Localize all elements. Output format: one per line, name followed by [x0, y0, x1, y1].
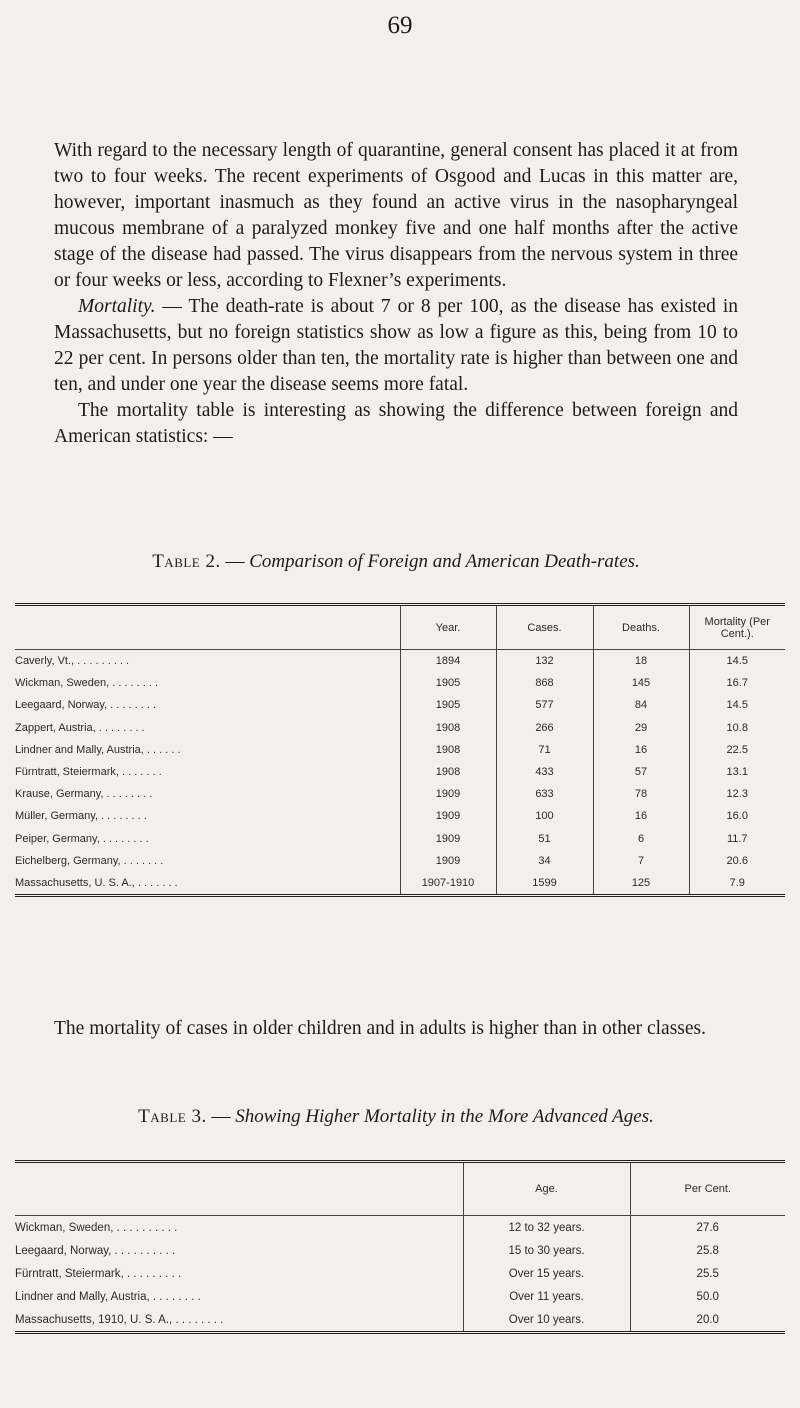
mortality-heading: Mortality.	[78, 296, 156, 317]
table2	[15, 603, 785, 897]
row-percent: 20.0	[630, 1308, 785, 1333]
table2-header-year: Year.	[400, 605, 496, 650]
row-year: 1907-1910	[400, 872, 496, 896]
row-place: Eichelberg, Germany, . . . . . . .	[15, 854, 164, 867]
row-deaths: 6	[593, 828, 689, 850]
table-row	[15, 1262, 785, 1285]
table2-header-deaths: Deaths.	[593, 605, 689, 650]
table-row	[15, 1308, 785, 1333]
table-row	[15, 761, 785, 783]
row-mortality: 16.7	[689, 672, 785, 694]
row-percent: 50.0	[630, 1285, 785, 1308]
table2-title	[54, 551, 738, 573]
row-mortality: 11.7	[689, 828, 785, 850]
paragraph-quarantine: With regard to the necessary length of quarantine, general consent has placed it at from two to four weeks. The recent experiments of Osgood and Lucas in this matter are, however, important inasmuch as they found an active virus in the nasopharyngeal mucous membrane of a paralyzed monkey five and one half months after the active stage of the disease had passed. The virus disappears from the nervous system in three or four weeks or less, according to Flexner’s experiments.	[54, 140, 738, 291]
table-row	[15, 1285, 785, 1308]
row-year: 1908	[400, 717, 496, 739]
row-place: Massachusetts, U. S. A., . . . . . . .	[15, 876, 178, 889]
table2-header-cases: Cases.	[496, 605, 593, 650]
row-place: Peiper, Germany, . . . . . . . .	[15, 832, 149, 845]
row-cases: 71	[496, 739, 593, 761]
row-mortality: 7.9	[689, 872, 785, 896]
table-row	[15, 872, 785, 896]
row-mortality: 20.6	[689, 850, 785, 872]
table2-header-blank	[15, 605, 400, 650]
row-cases: 132	[496, 650, 593, 673]
table3-title	[54, 1106, 738, 1128]
table-row	[15, 1216, 785, 1240]
row-year: 1894	[400, 650, 496, 673]
table-row	[15, 650, 785, 673]
paragraph-mortality	[54, 294, 738, 398]
table2-dash: —	[220, 551, 250, 572]
row-place: Wickman, Sweden, . . . . . . . .	[15, 677, 159, 690]
row-year: 1908	[400, 761, 496, 783]
table-row	[15, 783, 785, 805]
row-deaths: 84	[593, 694, 689, 716]
row-cases: 1599	[496, 872, 593, 896]
row-cases: 577	[496, 694, 593, 716]
row-deaths: 78	[593, 783, 689, 805]
row-place: Lindner and Mally, Austria, . . . . . .	[15, 743, 181, 756]
table3	[15, 1160, 785, 1334]
row-place: Leegaard, Norway, . . . . . . . . . .	[15, 1244, 176, 1257]
row-place: Lindner and Mally, Austria, . . . . . . . .	[15, 1290, 201, 1303]
table3-header-percent: Per Cent.	[630, 1162, 785, 1216]
row-place: Zappert, Austria, . . . . . . . .	[15, 721, 145, 734]
row-place: Krause, Germany, . . . . . . . .	[15, 788, 153, 801]
row-cases: 100	[496, 805, 593, 827]
table2-caption: Comparison of Foreign and American Death-rates.	[249, 551, 640, 572]
row-deaths: 29	[593, 717, 689, 739]
table-row	[15, 805, 785, 827]
row-mortality: 12.3	[689, 783, 785, 805]
row-percent: 25.5	[630, 1262, 785, 1285]
table-row	[15, 739, 785, 761]
row-cases: 633	[496, 783, 593, 805]
table3-header-age: Age.	[463, 1162, 630, 1216]
row-place: Müller, Germany, . . . . . . . .	[15, 810, 147, 823]
row-deaths: 16	[593, 805, 689, 827]
table2-header-mortality: Mortality (Per Cent.).	[689, 605, 785, 650]
row-cases: 266	[496, 717, 593, 739]
row-deaths: 57	[593, 761, 689, 783]
table2-label: Table 2.	[152, 551, 221, 572]
table-row	[15, 694, 785, 716]
row-percent: 25.8	[630, 1239, 785, 1262]
table2-header-row	[15, 605, 785, 650]
row-place: Caverly, Vt., . . . . . . . . .	[15, 655, 130, 668]
table-row	[15, 850, 785, 872]
page-number: 69	[387, 12, 413, 39]
mortality-text: — The death-rate is about 7 or 8 per 100, as the disease has existed in Massachusetts, but no foreign statistics show as low a figure as this, being from 10 to 22 per cent. In persons older than ten, the mortality rate is higher than between one and ten, and under one year the disease seems more fatal.	[54, 296, 738, 395]
row-mortality: 13.1	[689, 761, 785, 783]
row-mortality: 14.5	[689, 650, 785, 673]
row-year: 1909	[400, 850, 496, 872]
row-age: Over 10 years.	[463, 1308, 630, 1333]
row-percent: 27.6	[630, 1216, 785, 1240]
row-age: 15 to 30 years.	[463, 1239, 630, 1262]
row-deaths: 16	[593, 739, 689, 761]
row-place: Leegaard, Norway, . . . . . . . .	[15, 699, 157, 712]
row-place: Fürntratt, Steiermark, . . . . . . . . .	[15, 1267, 182, 1280]
row-cases: 34	[496, 850, 593, 872]
paragraph-table-intro: The mortality table is interesting as showing the difference between foreign and American statistics: —	[54, 400, 738, 447]
row-age: Over 11 years.	[463, 1285, 630, 1308]
row-place: Massachusetts, 1910, U. S. A., . . . . . . . .	[15, 1313, 224, 1326]
row-year: 1905	[400, 672, 496, 694]
row-deaths: 125	[593, 872, 689, 896]
row-age: 12 to 32 years.	[463, 1216, 630, 1240]
paragraph-older-children: The mortality of cases in older children and in adults is higher than in other classes.	[54, 1018, 706, 1039]
row-mortality: 22.5	[689, 739, 785, 761]
table-row	[15, 1239, 785, 1262]
row-cases: 433	[496, 761, 593, 783]
table-row	[15, 672, 785, 694]
row-deaths: 18	[593, 650, 689, 673]
row-place: Wickman, Sweden, . . . . . . . . . .	[15, 1221, 178, 1234]
row-year: 1908	[400, 739, 496, 761]
row-age: Over 15 years.	[463, 1262, 630, 1285]
row-mortality: 14.5	[689, 694, 785, 716]
row-year: 1909	[400, 805, 496, 827]
body-text	[54, 138, 738, 450]
table3-caption: Showing Higher Mortality in the More Advanced Ages.	[235, 1106, 654, 1127]
row-cases: 868	[496, 672, 593, 694]
row-deaths: 145	[593, 672, 689, 694]
table3-header-blank	[15, 1162, 463, 1216]
row-year: 1909	[400, 828, 496, 850]
table-row	[15, 717, 785, 739]
row-year: 1905	[400, 694, 496, 716]
row-mortality: 10.8	[689, 717, 785, 739]
row-cases: 51	[496, 828, 593, 850]
table3-dash: —	[206, 1106, 236, 1127]
table3-header-row	[15, 1162, 785, 1216]
row-place: Fürntratt, Steiermark, . . . . . . .	[15, 766, 162, 779]
row-deaths: 7	[593, 850, 689, 872]
table-row	[15, 828, 785, 850]
row-mortality: 16.0	[689, 805, 785, 827]
table3-label: Table 3.	[138, 1106, 207, 1127]
row-year: 1909	[400, 783, 496, 805]
